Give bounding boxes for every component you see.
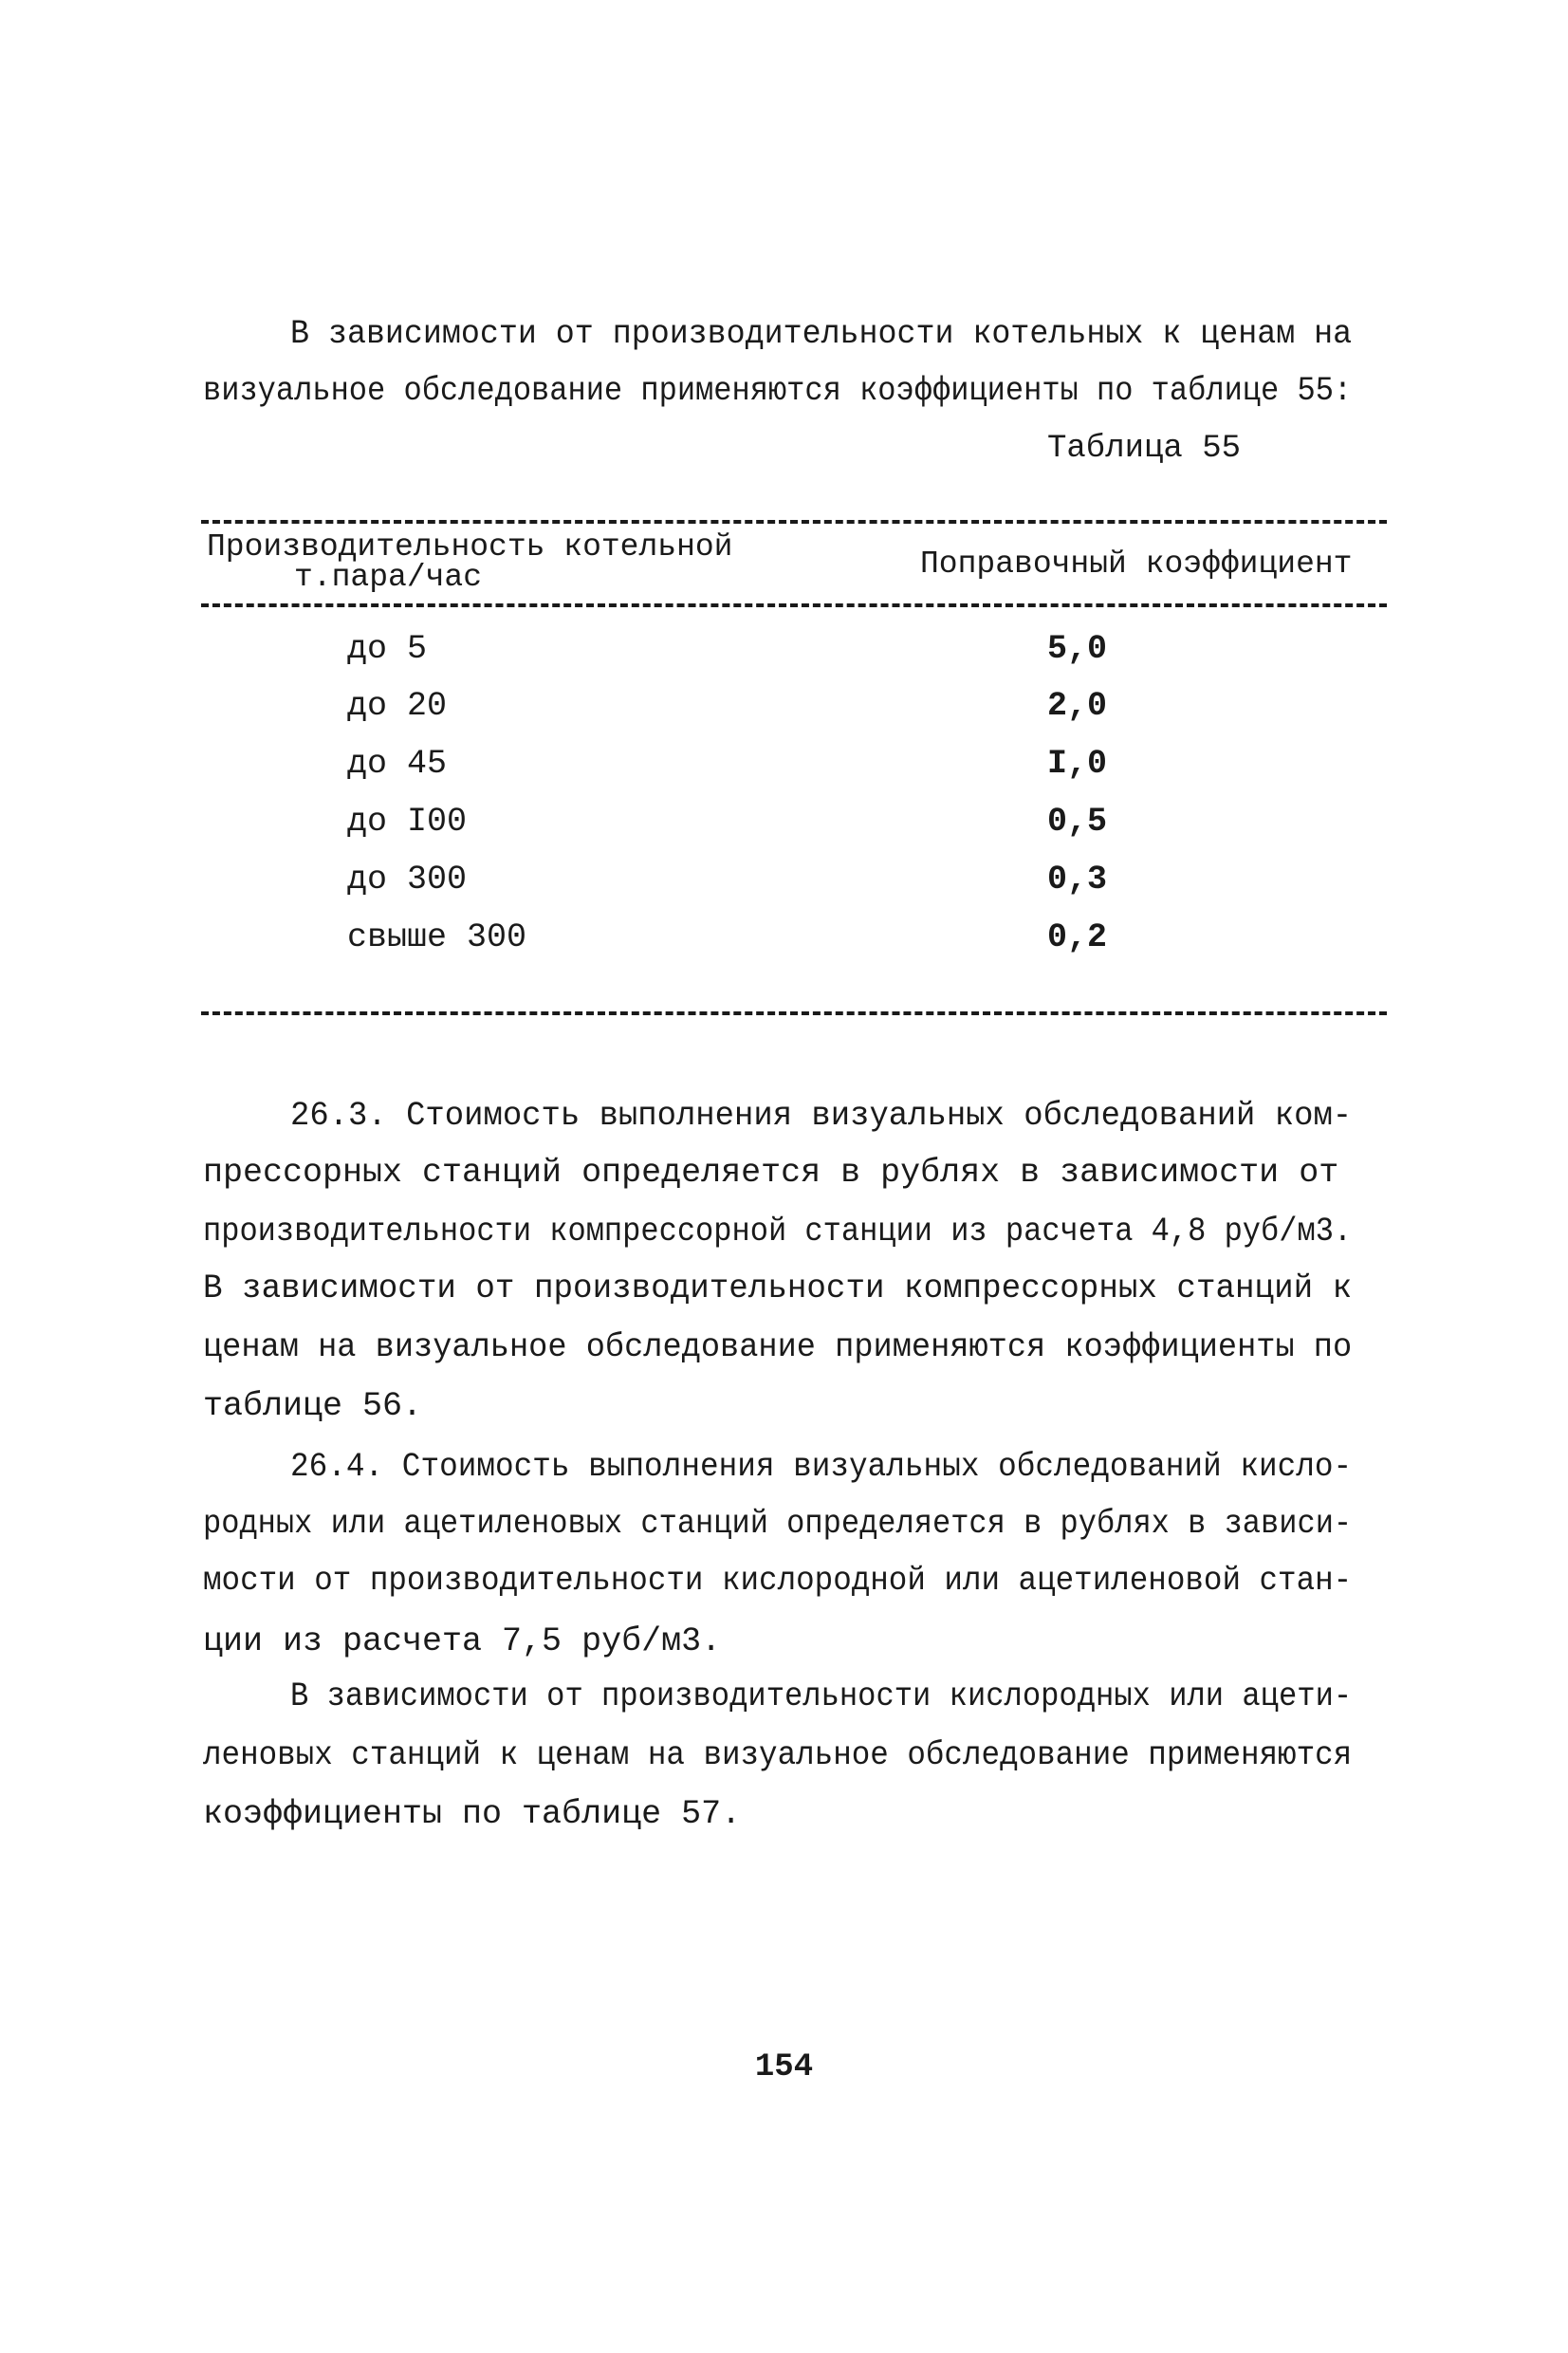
row-coefficient: 5,0 (1047, 630, 1108, 668)
page-number: 154 (754, 2049, 814, 2085)
section-26-4-line-1: 26.4. Стоимость выполнения визуальных обследований кисло- (290, 1448, 1353, 1486)
table-bottom-rule (201, 1011, 1387, 1015)
section-26-3-line-4: В зависимости от производительности компрессорных станций к (203, 1269, 1353, 1307)
intro-line-2: визуальное обследование применяются коэффициенты по таблице 55: (203, 372, 1353, 410)
row-coefficient: 0,2 (1047, 918, 1108, 956)
table-top-rule (201, 520, 1387, 524)
row-coefficient: I,0 (1047, 745, 1108, 783)
row-capacity: до 20 (347, 687, 448, 725)
section-26-3-line-2: прессорных станций определяется в рублях в зависимости от (203, 1154, 1339, 1192)
table-caption: Таблица 55 (1047, 431, 1242, 467)
row-capacity: свыше 300 (347, 918, 527, 956)
section-26-3-line-6: таблице 56. (203, 1387, 423, 1425)
row-capacity: до I00 (347, 803, 468, 841)
table-header-capacity-line2: т.пара/час (294, 560, 483, 595)
closing-line-2: леновых станций к ценам на визуальное обследование применяются (203, 1736, 1353, 1774)
intro-line-1: В зависимости от производительности котельных к ценам на (290, 315, 1353, 353)
row-capacity: до 45 (347, 745, 448, 783)
row-coefficient: 2,0 (1047, 687, 1108, 725)
closing-line-1: В зависимости от производительности кислородных или ацети- (290, 1677, 1353, 1715)
table-header-rule (201, 603, 1387, 607)
section-26-3-line-3: производительности компрессорной станции из расчета 4,8 руб/м3. (203, 1213, 1353, 1251)
row-capacity: до 5 (347, 630, 428, 668)
table-header-coefficient: Поправочный коэффициент (920, 547, 1353, 582)
table-header-capacity-line1: Производительность котельной (207, 529, 733, 565)
section-26-3-line-1: 26.3. Стоимость выполнения визуальных обследований ком- (290, 1097, 1353, 1135)
section-26-4-line-3: мости от производительности кислородной или ацетиленовой стан- (203, 1562, 1353, 1600)
row-coefficient: 0,5 (1047, 803, 1108, 841)
section-26-3-line-5: ценам на визуальное обследование применяются коэффициенты по (203, 1328, 1353, 1366)
row-capacity: до 300 (347, 861, 468, 899)
closing-line-3: коэффициенты по таблице 57. (203, 1795, 742, 1833)
row-coefficient: 0,3 (1047, 861, 1108, 899)
section-26-4-line-2: родных или ацетиленовых станций определяется в рублях в зависи- (203, 1505, 1353, 1543)
section-26-4-line-4: ции из расчета 7,5 руб/м3. (203, 1622, 722, 1660)
